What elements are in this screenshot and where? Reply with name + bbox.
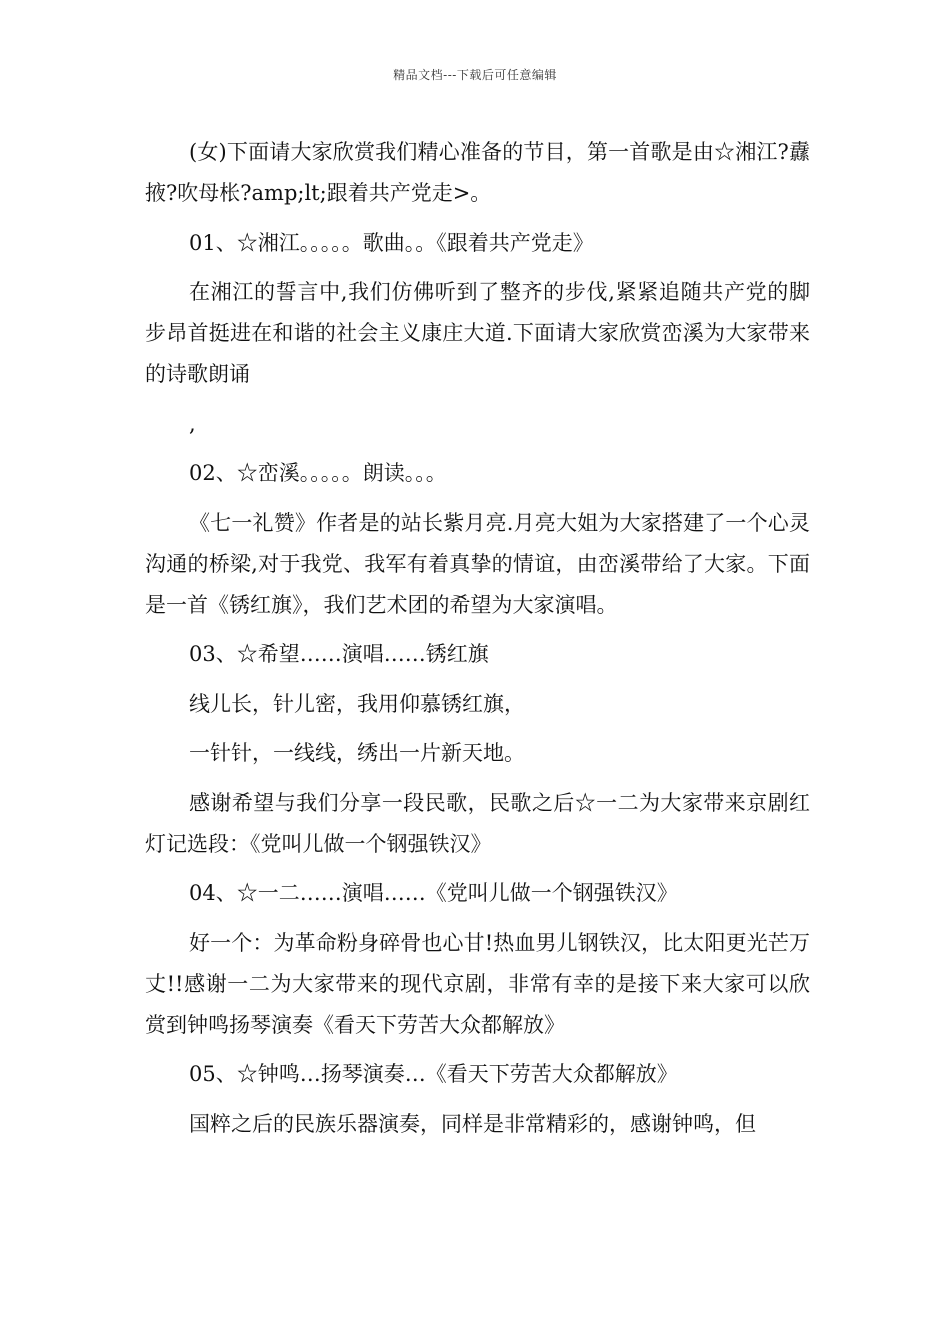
paragraph-6: 《七一礼赞》作者是的站长紫月亮.月亮大姐为大家搭建了一个心灵沟通的桥梁,对于我党、我军有着真挚的情谊，由峦溪带给了大家。下面是一首《锈红旗》，我们艺术团的希望为大家演唱。 [145,510,810,617]
paragraph-7: 03、☆希望……演唱……锈红旗 [189,642,489,666]
paragraph-13: 05、☆钟鸣…扬琴演奏…《看天下劳苦大众都解放》 [189,1062,678,1086]
paragraph-1: (女)下面请大家欣赏我们精心准备的节目，第一首歌是由☆湘江?纛掖?吹母枨?amp;lt;跟着共产党走>。 [145,140,810,205]
paragraph-8: 线儿长，针儿密，我用仰慕锈红旗， [189,691,525,716]
paragraph-5: 02、☆峦溪。。。。。朗读。。。 [189,461,447,485]
paragraph-3: 在湘江的誓言中,我们仿佛听到了整齐的步伐,紧紧追随共产党的脚步昂首挺进在和谐的社会主义康庄大道.下面请大家欣赏峦溪为大家带来的诗歌朗诵 [145,280,810,386]
paragraph-11: 04、☆一二……演唱……《党叫儿做一个钢强铁汉》 [189,881,678,905]
paragraph-2: 01、☆湘江。。。。。歌曲。。《跟着共产党走》 [189,230,594,255]
paragraph-4: , [189,411,196,436]
paragraph-14: 国粹之后的民族乐器演奏，同样是非常精彩的，感谢钟鸣，但 [189,1111,756,1136]
paragraph-9: 一针针，一线线，绣出一片新天地。 [189,741,525,765]
paragraph-10: 感谢希望与我们分享一段民歌，民歌之后☆一二为大家带来京剧红灯记选段：《党叫儿做一个钢强铁汉》 [145,790,810,856]
page-header: 精品文档---下载后可任意编辑 [393,68,557,82]
paragraph-12: 好一个：为革命粉身碎骨也心甘!热血男儿钢铁汉，比太阳更光芒万丈!!感谢一二为大家带来的现代京剧，非常有幸的是接下来大家可以欣赏到钟鸣扬琴演奏《看天下劳苦大众都解放》 [145,930,810,1037]
document-body [145,132,810,1153]
